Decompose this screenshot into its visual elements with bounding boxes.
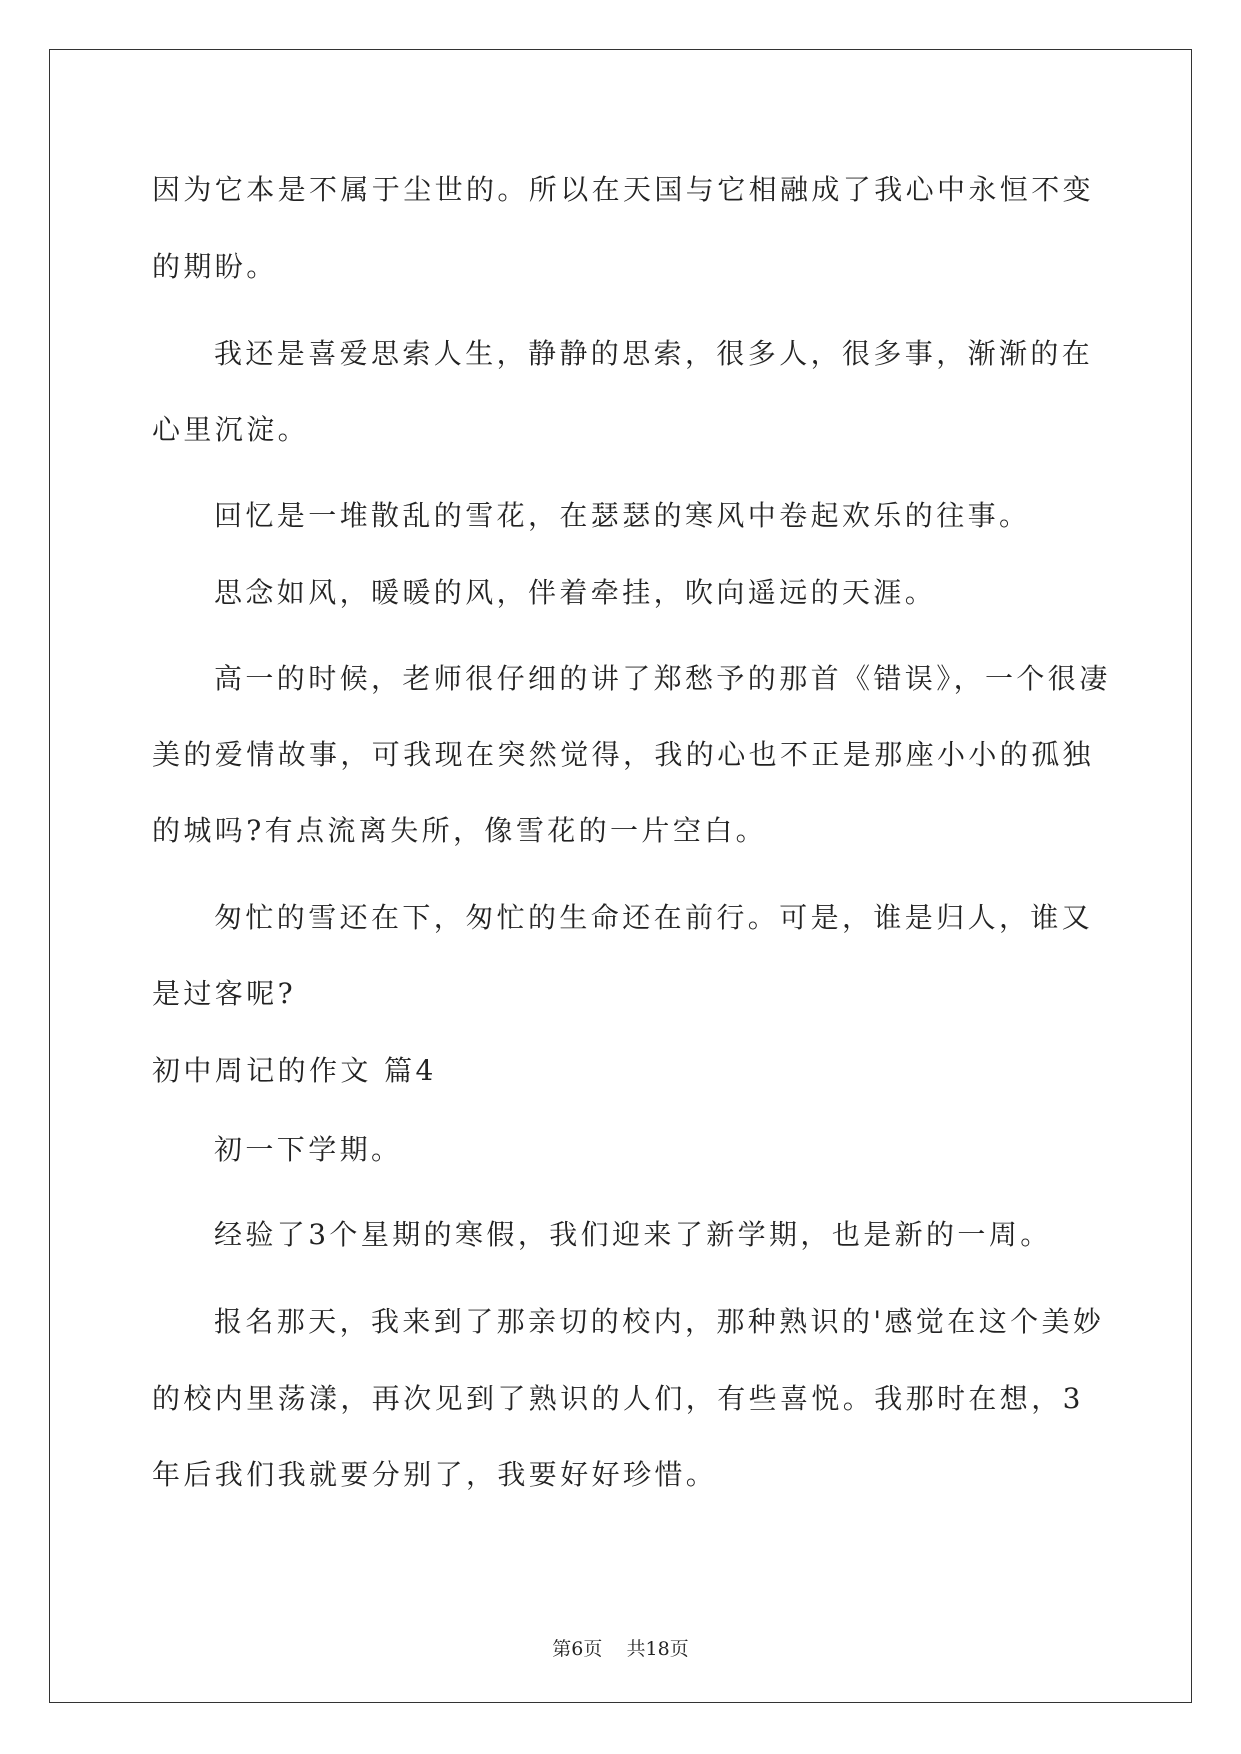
text-line: 的校内里荡漾，再次见到了熟识的人们，有些喜悦。我那时在想，3 [152,1382,1084,1415]
text-line: 高一的时候，老师很仔细的讲了郑愁予的那首《错误》，一个很凄 [214,662,1111,695]
text-line: 经验了3个星期的寒假，我们迎来了新学期，也是新的一周。 [214,1218,1052,1251]
section-heading: 初中周记的作文 篇4 [152,1054,437,1087]
page-total: 共18页 [626,1638,689,1660]
text-line: 因为它本是不属于尘世的。所以在天国与它相融成了我心中永恒不变 [152,173,1095,206]
text-line: 初一下学期。 [214,1133,403,1166]
page-footer [0,1634,1241,1661]
text-line: 匆忙的雪还在下，匆忙的生命还在前行。可是，谁是归人，谁又 [214,901,1094,934]
text-line: 是过客呢? [152,977,297,1010]
text-line: 报名那天，我来到了那亲切的校内，那种熟识的'感觉在这个美妙 [214,1305,1105,1338]
text-line: 思念如风，暖暖的风，伴着牵挂，吹向遥远的天涯。 [214,576,937,609]
text-line: 年后我们我就要分别了，我要好好珍惜。 [152,1458,718,1491]
text-line: 的期盼。 [152,250,278,283]
text-line: 的城吗?有点流离失所，像雪花的一片空白。 [152,814,768,847]
text-line: 心里沉淀。 [152,413,310,446]
text-line: 美的爱情故事，可我现在突然觉得，我的心也不正是那座小小的孤独 [152,738,1095,771]
page-number: 第6页 [552,1638,603,1660]
text-line: 我还是喜爱思索人生，静静的思索，很多人，很多事，渐渐的在 [214,337,1094,370]
text-line: 回忆是一堆散乱的雪花，在瑟瑟的寒风中卷起欢乐的往事。 [214,499,1031,532]
